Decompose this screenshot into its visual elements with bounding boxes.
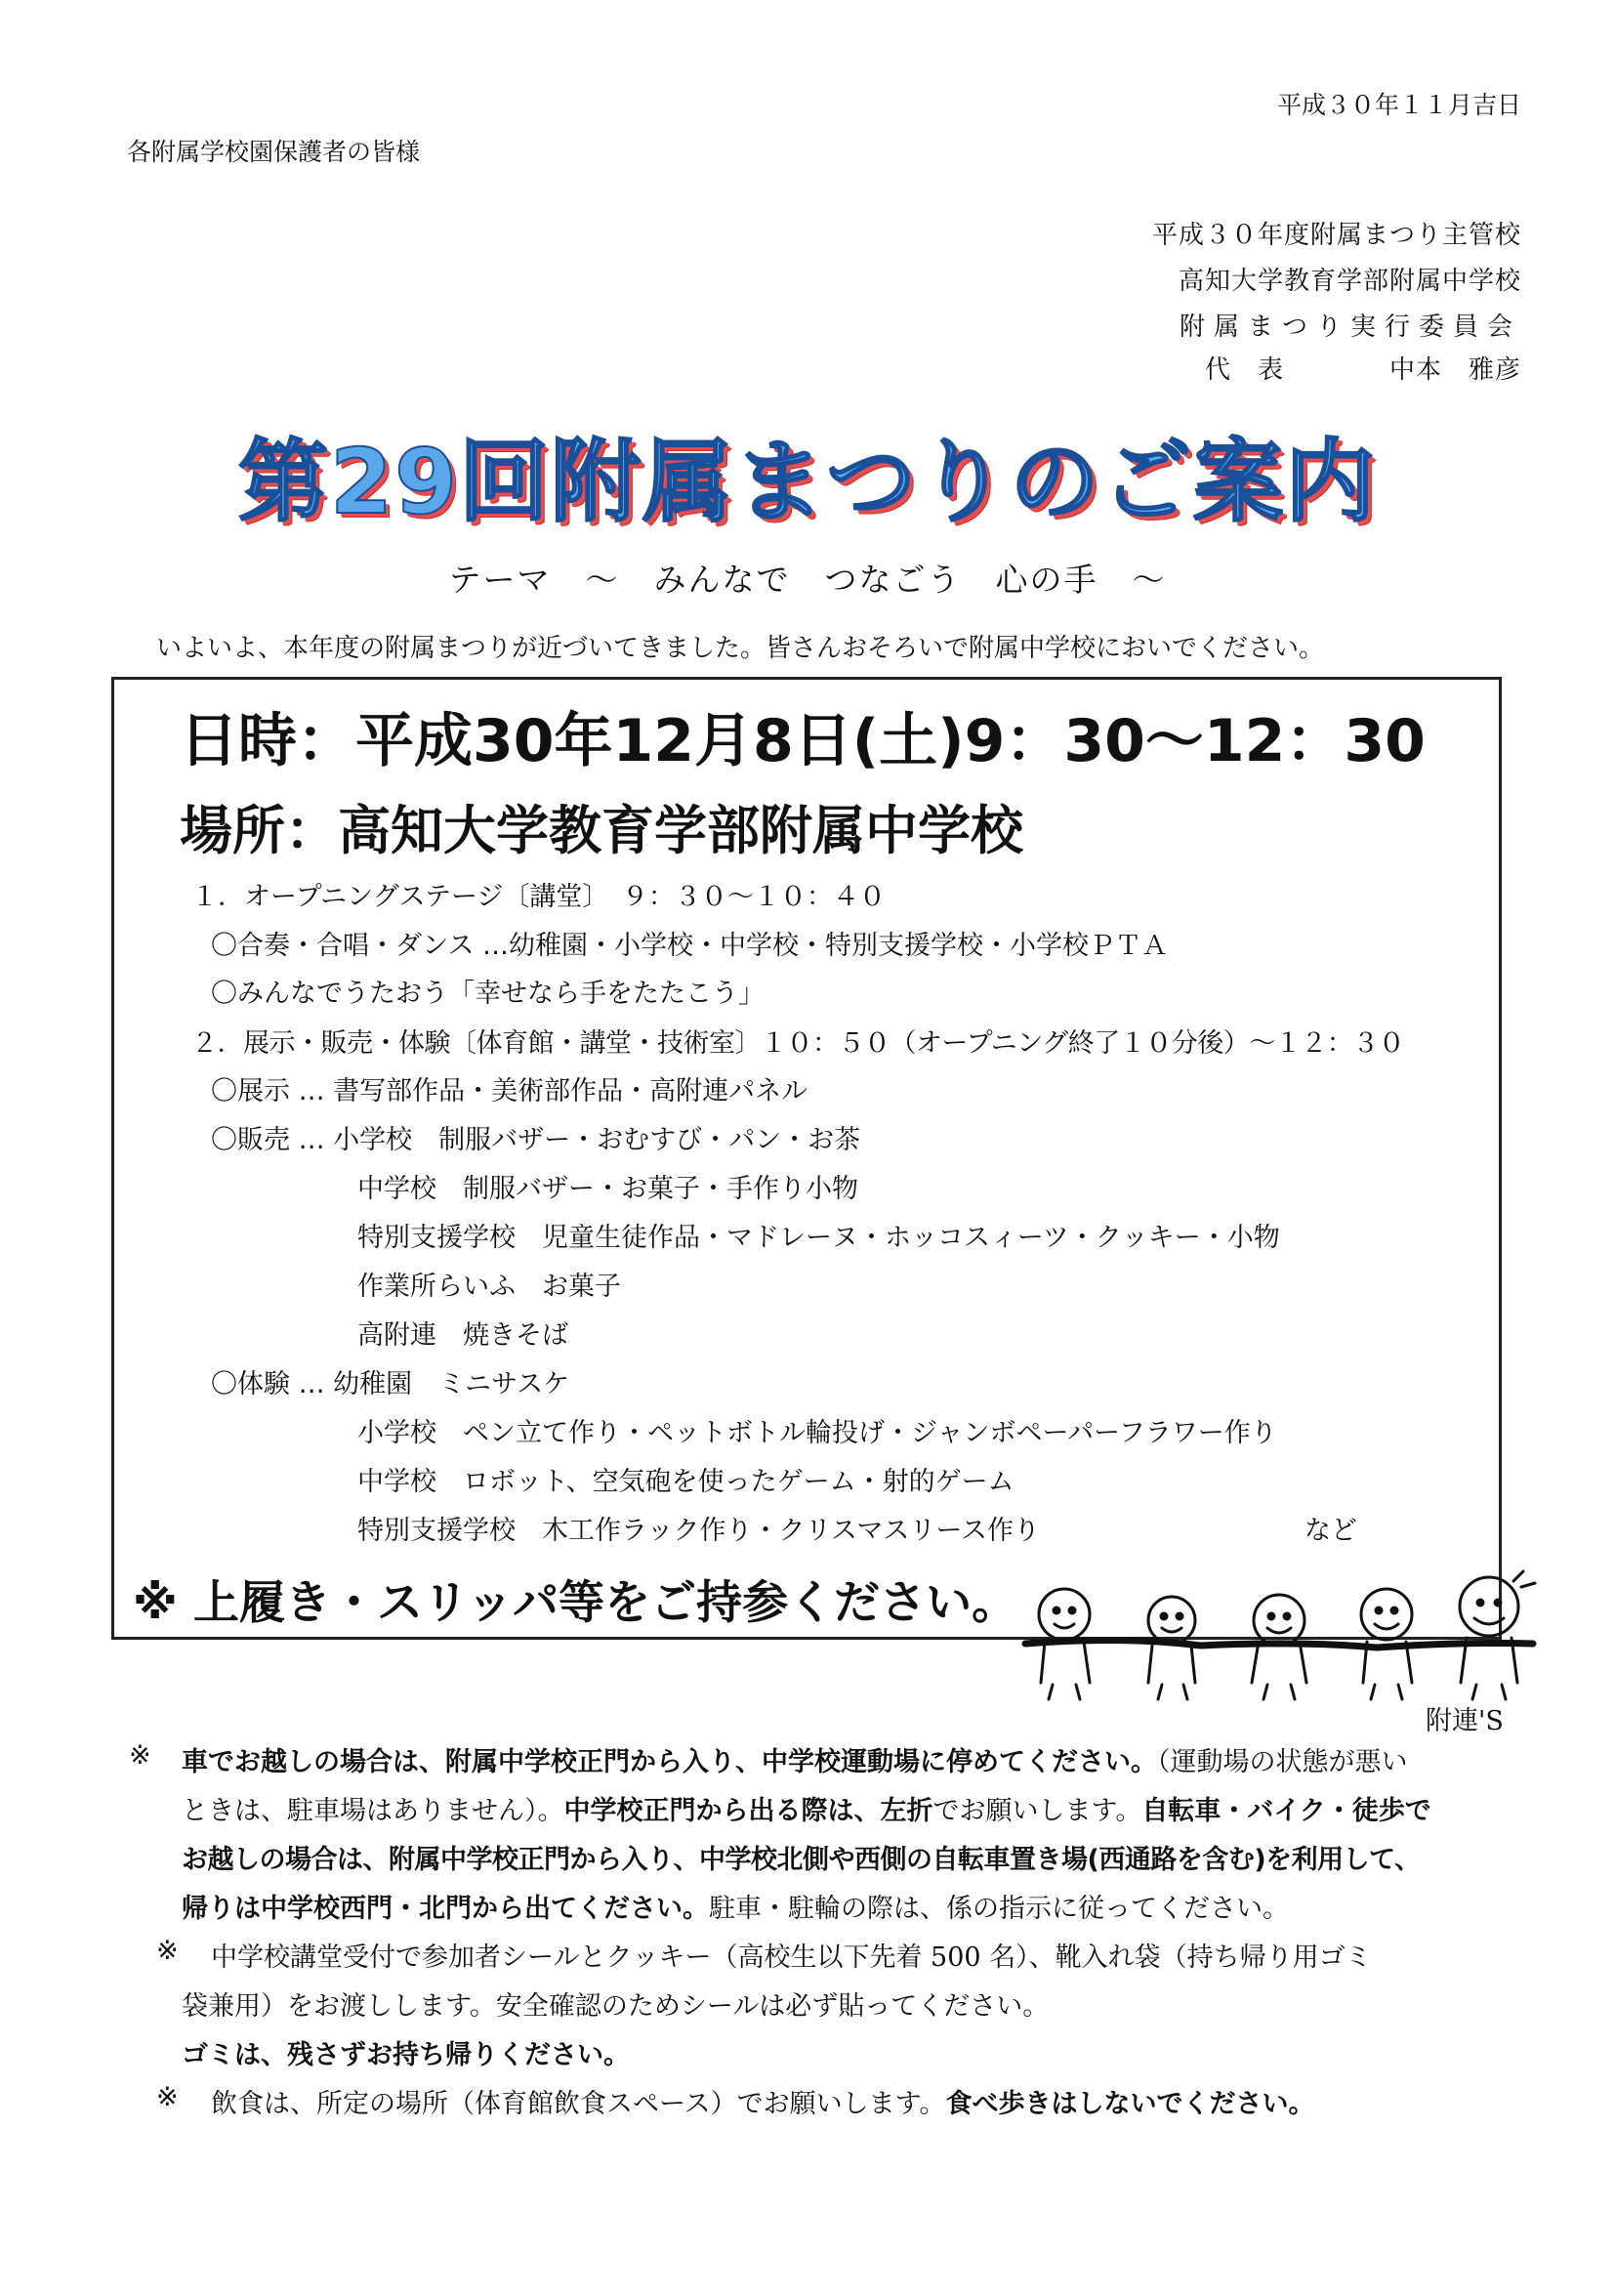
sender-line: 高知大学教育学部附属中学校 <box>1178 267 1521 296</box>
program-item: 〇みんなでうたおう「幸せなら手をたたこう」 <box>211 979 765 1009</box>
note-bold-text: 車でお越しの場合は、附属中学校正門から入り、中学校運動場に停めてください。 <box>182 1747 1157 1777</box>
note-line: 中学校講堂受付で参加者シールとクッキー（高校生以下先着 500 名）、靴入れ袋（持ち帰り用ゴミ <box>211 1942 1372 1973</box>
recipient: 各附属学校園保護者の皆様 <box>127 138 421 166</box>
program-item: 作業所らいふ お菓子 <box>357 1272 621 1302</box>
program-item: 中学校 制服バザー・お菓子・手作り小物 <box>357 1174 858 1204</box>
program-item: 〇展示 … 書写部作品・美術部作品・高附連パネル <box>211 1076 808 1106</box>
children-holding-hands-illustration <box>1006 1567 1553 1704</box>
note-line <box>182 1740 1408 1778</box>
program-item: ２．展示・販売・体験〔体育館・講堂・技術室〕１０：５０（オープニング終了１０分後）～１２：３０ <box>191 1028 1405 1059</box>
note-text: （運動場の状態が悪い <box>1157 1747 1408 1777</box>
note-bold-text: 自転車・バイク・徒歩で <box>1141 1796 1431 1826</box>
illustration-credit: 附連'S <box>1426 1706 1504 1736</box>
note-bold-text: 中学校正門から出る際は、左折 <box>563 1796 933 1826</box>
intro-text: いよいよ、本年度の附属まつりが近づいてきました。皆さんおそろいで附属中学校においでください。 <box>156 634 1325 663</box>
program-item: 中学校 ロボット、空気砲を使ったゲーム・射的ゲーム <box>357 1467 1015 1497</box>
note-text: 飲食は、所定の場所（体育館飲食スペース）でお願いします。 <box>211 2089 946 2119</box>
note-line <box>182 1789 1431 1827</box>
garbage-notice: ゴミは、残さずお持ち帰りください。 <box>182 2040 630 2070</box>
note-mark: ※ <box>156 2082 179 2112</box>
program-item: １．オープニングステージ〔講堂〕 ９：３０～１０：４０ <box>191 882 886 912</box>
note-line <box>182 1887 1289 1925</box>
program-item: など <box>1304 1516 1357 1546</box>
note-bold-text: 食べ歩きはしないでください。 <box>945 2089 1315 2119</box>
sender-line: 平成３０年度附属まつり主管校 <box>1151 221 1521 250</box>
note-bold-text: 帰りは中学校西門・北門から出てください。 <box>182 1894 709 1924</box>
program-item: 高附連 焼きそば <box>357 1320 568 1351</box>
program-item: 〇販売 … 小学校 制服バザー・おむすび・パン・お茶 <box>211 1125 861 1155</box>
note-mark: ※ <box>156 1936 179 1966</box>
program-item: 小学校 ペン立て作り・ペットボトル輪投げ・ジャンボペーパーフラワー作り <box>357 1418 1277 1448</box>
note-text: でお願いします。 <box>932 1796 1142 1826</box>
page-title: 第29回附属まつりのご案内 <box>237 430 1378 534</box>
program-item: 特別支援学校 木工作ラック作り・クリスマスリース作り <box>357 1516 1041 1546</box>
program-item: 特別支援学校 児童生徒作品・マドレーヌ・ホッコスィーツ・クッキー・小物 <box>357 1223 1280 1253</box>
event-datetime: 日時：平成30年12月8日(土)9：30～12：30 <box>180 707 1426 775</box>
theme: テーマ ～ みんなで つなごう 心の手 ～ <box>448 561 1167 599</box>
slippers-notice: ※ 上履き・スリッパ等をご持参ください。 <box>133 1576 1018 1630</box>
note-mark: ※ <box>129 1740 151 1771</box>
note-line <box>182 1838 1421 1876</box>
program-item: 〇体験 … 幼稚園 ミニサスケ <box>211 1369 570 1399</box>
event-venue: 場所：高知大学教育学部附属中学校 <box>180 800 1023 861</box>
sender-line: 代 表 中本 雅彦 <box>1204 355 1521 385</box>
note-line: 袋兼用）をお渡しします。安全確認のためシールは必ず貼ってください。 <box>182 1991 1050 2022</box>
note-line <box>211 2082 1315 2120</box>
sender-line: 附属まつり実行委員会 <box>1179 313 1521 342</box>
program-item: 〇合奏・合唱・ダンス …幼稚園・小学校・中学校・特別支援学校・小学校ＰＴＡ <box>211 931 1169 961</box>
note-bold-text: お越しの場合は、附属中学校正門から入り、中学校北側や西側の自転車置き場(西通路を含む)を利用して、 <box>182 1845 1421 1875</box>
note-text: 駐車・駐輪の際は、係の指示に従ってください。 <box>709 1894 1289 1924</box>
note-text: ときは、駐車場はありません）。 <box>182 1796 564 1826</box>
issue-date: 平成３０年１１月吉日 <box>1276 91 1521 119</box>
